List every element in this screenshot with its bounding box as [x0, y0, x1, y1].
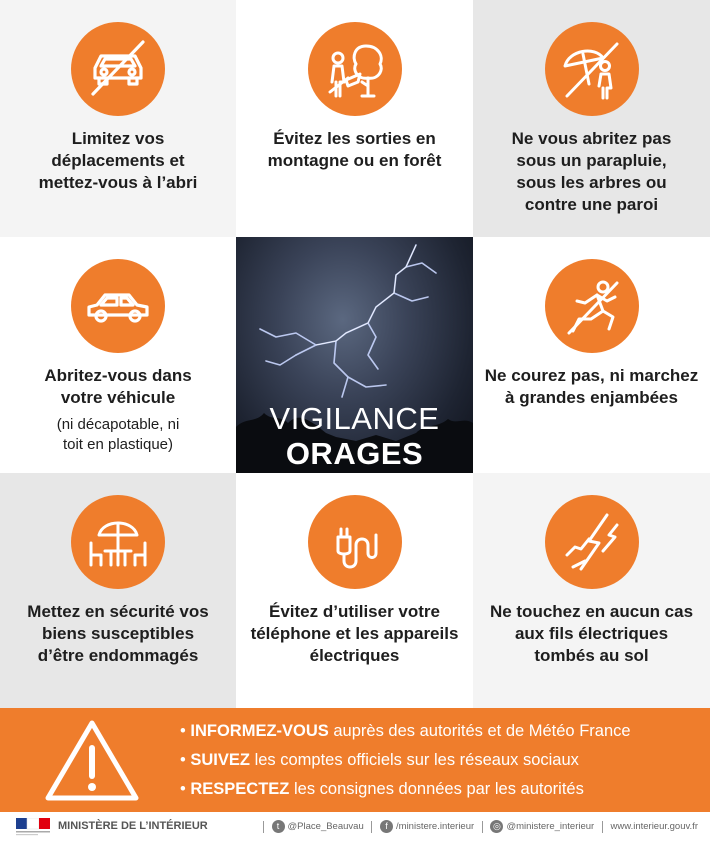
ministry-name: MINISTÈRE DE L’INTÉRIEUR [58, 820, 208, 832]
car-icon [71, 259, 165, 353]
tip-text: Évitez les sorties en montagne ou en forêt [267, 129, 442, 170]
tip-note: (ni décapotable, ni toit en plastique) [56, 416, 180, 453]
tip-secure-belongings [0, 473, 236, 708]
runner-crossed-icon [545, 259, 639, 353]
umbrella-crossed-icon [545, 22, 639, 116]
twitter-icon: t [272, 820, 285, 833]
lightning-photo [236, 237, 473, 473]
tip-shelter-in-vehicle [0, 237, 236, 473]
electric-wire-icon [545, 495, 639, 589]
tip-avoid-electrical-devices [236, 473, 473, 708]
patio-furniture-icon [71, 495, 165, 589]
tip-no-touching-wires [473, 473, 710, 708]
facebook-handle[interactable]: /ministere.interieur [396, 821, 475, 832]
republique-logo [16, 818, 50, 836]
tip-text: Évitez d’utiliser votre téléphone et les appareils électriques [250, 602, 459, 665]
instagram-icon: ◎ [490, 820, 503, 833]
car-crossed-icon [71, 22, 165, 116]
tip-text: Ne touchez en aucun cas aux fils électriques tombés au sol [489, 602, 694, 665]
footer [0, 812, 710, 841]
advice-item: • RESPECTEZ les consignes données par les autorités [180, 780, 584, 798]
plug-icon [308, 495, 402, 589]
tip-main-text: Abritez-vous dans votre véhicule [44, 366, 192, 407]
tip-limit-travel [0, 0, 236, 237]
website-link[interactable]: www.interieur.gouv.fr [610, 821, 698, 832]
hiker-tree-icon [308, 22, 402, 116]
advice-item: • SUIVEZ les comptes officiels sur les réseaux sociaux [180, 751, 579, 769]
warning-icon [44, 718, 140, 804]
twitter-handle[interactable]: @Place_Beauvau [287, 821, 364, 832]
tip-text: Ne vous abritez pas sous un parapluie, sous les arbres ou contre une paroi [511, 129, 672, 214]
tip-text: Ne courez pas, ni marchez à grandes enjambées [484, 366, 699, 407]
orages-title: ORAGES [285, 436, 424, 471]
vigilance-title: VIGILANCE [269, 401, 440, 436]
instagram-handle[interactable]: @ministere_interieur [506, 821, 595, 832]
social-links [258, 820, 698, 833]
tip-no-umbrella-shelter [473, 0, 710, 237]
tip-text: Limitez vos déplacements et mettez-vous à l’abri [38, 129, 198, 192]
advice-item: • INFORMEZ-VOUS auprès des autorités et de Météo France [180, 722, 631, 740]
tip-avoid-mountain-forest [236, 0, 473, 237]
tip-text: Mettez en sécurité vos biens susceptibles d’être endommagés [27, 602, 209, 665]
advice-list [180, 717, 700, 804]
advice-banner [0, 708, 710, 812]
tip-text [4, 365, 232, 455]
tip-no-running [473, 237, 710, 473]
facebook-icon: f [380, 820, 393, 833]
